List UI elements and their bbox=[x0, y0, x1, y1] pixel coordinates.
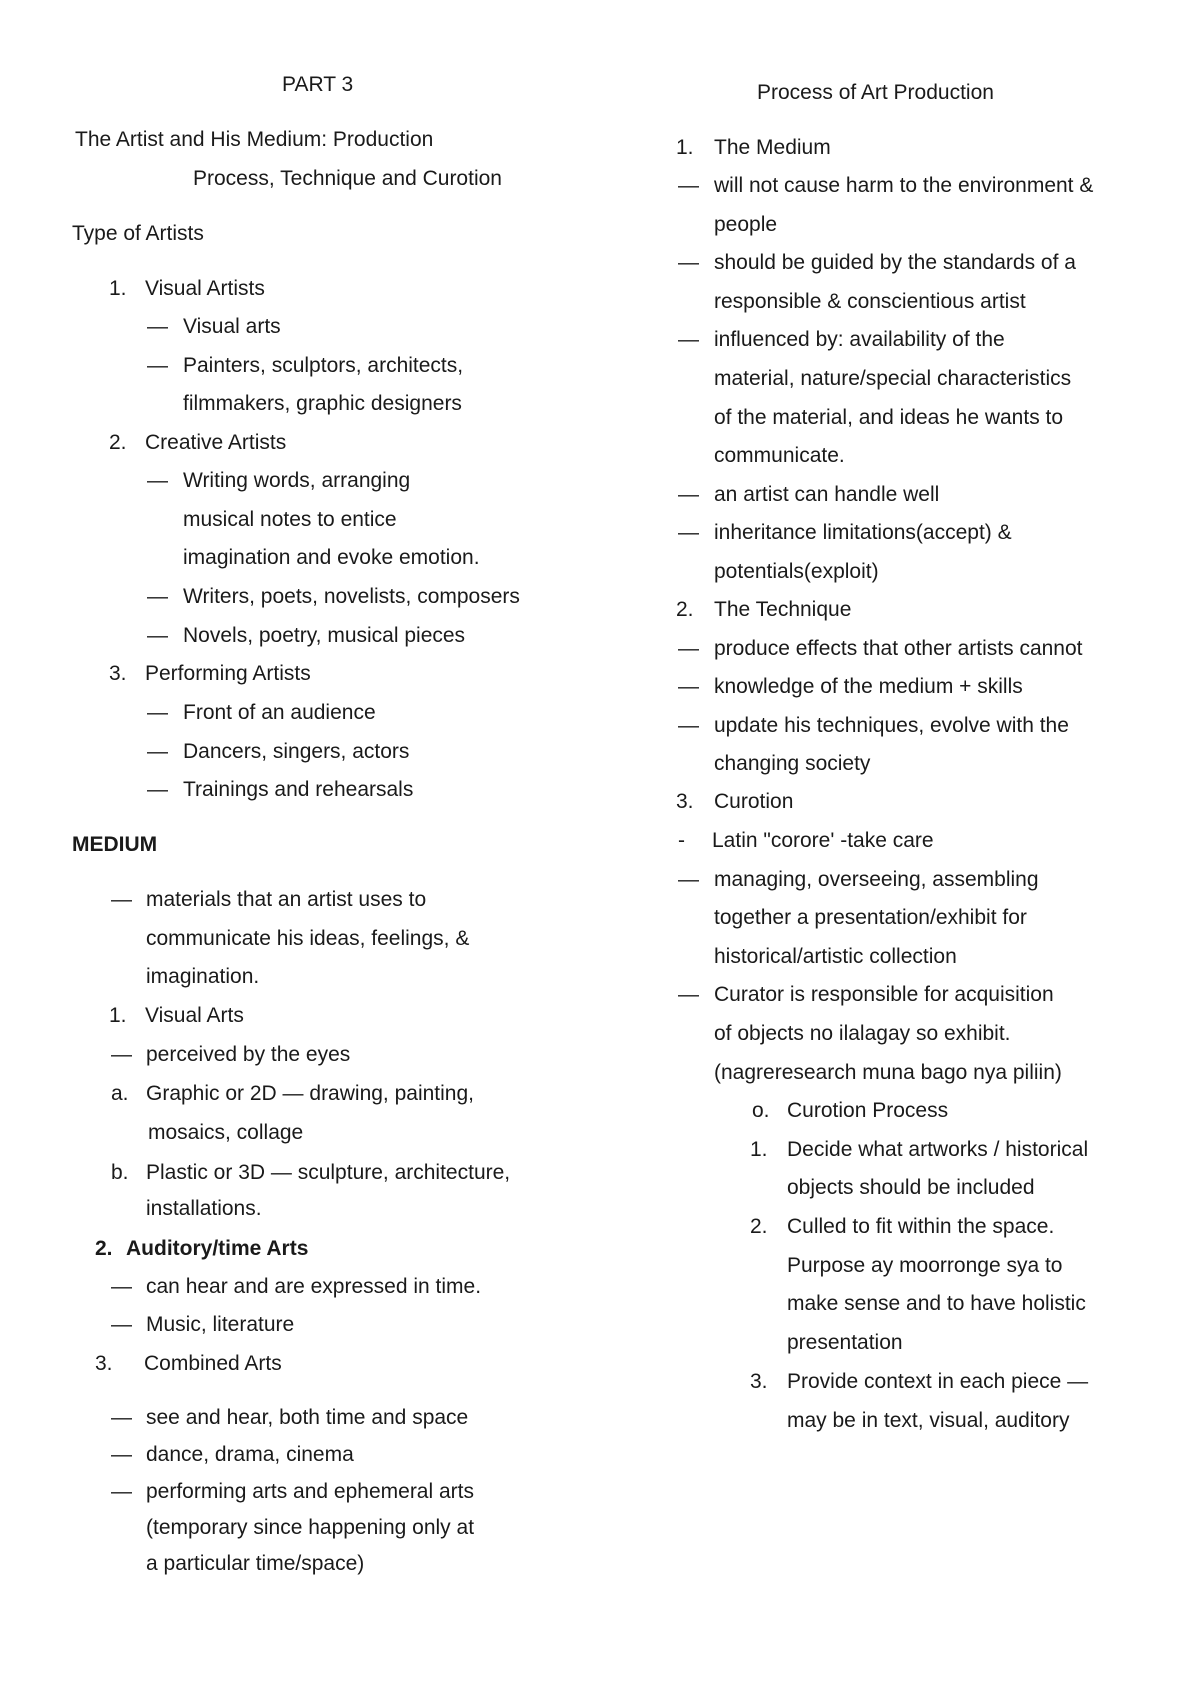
list-number: 1. bbox=[109, 1004, 127, 1027]
list-item: Curator is responsible for acquisition bbox=[714, 983, 1054, 1006]
list-item: installations. bbox=[146, 1197, 262, 1220]
list-item: material, nature/special characteristics bbox=[714, 367, 1072, 390]
bullet-dash: — bbox=[111, 1480, 132, 1503]
creative-artists-label: Creative Artists bbox=[145, 431, 287, 454]
bullet-dash: — bbox=[111, 888, 132, 911]
title-line-1: The Artist and His Medium: Production bbox=[75, 128, 434, 151]
medium-definition: communicate his ideas, feelings, & bbox=[146, 927, 470, 950]
list-item: of the material, and ideas he wants to bbox=[714, 406, 1064, 429]
bullet-dash: — bbox=[147, 315, 168, 338]
list-item: mosaics, collage bbox=[148, 1121, 304, 1144]
bullet-dash: — bbox=[678, 983, 699, 1006]
list-number: 3. bbox=[676, 790, 694, 813]
medium-definition: imagination. bbox=[146, 965, 260, 988]
list-number: 1. bbox=[109, 277, 127, 300]
list-item: of objects no ilalagay so exhibit. bbox=[714, 1022, 1011, 1045]
bullet-dash: — bbox=[111, 1275, 132, 1298]
list-number: 2. bbox=[676, 598, 694, 621]
bullet-dash: — bbox=[111, 1043, 132, 1066]
list-item: presentation bbox=[787, 1331, 903, 1354]
list-item: (nagreresearch muna bago nya piliin) bbox=[714, 1061, 1062, 1084]
bullet-dash: — bbox=[111, 1406, 132, 1429]
list-number: 3. bbox=[750, 1370, 768, 1393]
list-item: can hear and are expressed in time. bbox=[146, 1275, 482, 1298]
list-number: 3. bbox=[109, 662, 127, 685]
medium-heading: MEDIUM bbox=[72, 833, 158, 856]
list-item: objects should be included bbox=[787, 1176, 1035, 1199]
list-item: musical notes to entice bbox=[183, 508, 397, 531]
list-item: see and hear, both time and space bbox=[146, 1406, 469, 1429]
bullet-dash: — bbox=[111, 1313, 132, 1336]
list-item: Graphic or 2D — drawing, painting, bbox=[146, 1082, 474, 1105]
list-item: inheritance limitations(accept) & bbox=[714, 521, 1012, 544]
medium-definition: materials that an artist uses to bbox=[146, 888, 427, 911]
list-number: 1. bbox=[676, 136, 694, 159]
list-item: a particular time/space) bbox=[146, 1552, 365, 1575]
bullet-dash: — bbox=[147, 354, 168, 377]
list-item: imagination and evoke emotion. bbox=[183, 546, 480, 569]
list-item: Music, literature bbox=[146, 1313, 295, 1336]
bullet-dash: — bbox=[678, 251, 699, 274]
bullet-hyphen: - bbox=[678, 829, 685, 852]
list-item: influenced by: availability of the bbox=[714, 328, 1005, 351]
list-item: produce effects that other artists cannot bbox=[714, 637, 1083, 660]
list-item: Decide what artworks / historical bbox=[787, 1138, 1089, 1161]
list-item: responsible & conscientious artist bbox=[714, 290, 1026, 313]
list-number: 2. bbox=[95, 1237, 113, 1260]
list-item: perceived by the eyes bbox=[146, 1043, 351, 1066]
auditory-arts-label: Auditory/time Arts bbox=[126, 1237, 309, 1260]
the-medium-label: The Medium bbox=[714, 136, 831, 159]
bullet-dash: — bbox=[678, 483, 699, 506]
list-number: 3. bbox=[95, 1352, 113, 1375]
sub-list-marker: o. bbox=[752, 1099, 770, 1122]
list-letter: b. bbox=[111, 1161, 129, 1184]
bullet-dash: — bbox=[678, 675, 699, 698]
list-item: filmmakers, graphic designers bbox=[183, 392, 462, 415]
list-number: 2. bbox=[109, 431, 127, 454]
list-item: (temporary since happening only at bbox=[146, 1516, 475, 1539]
list-item: Front of an audience bbox=[183, 701, 376, 724]
combined-arts-label: Combined Arts bbox=[144, 1352, 282, 1375]
list-item: Trainings and rehearsals bbox=[183, 778, 414, 801]
bullet-dash: — bbox=[678, 637, 699, 660]
list-item: Writing words, arranging bbox=[183, 469, 411, 492]
list-item: together a presentation/exhibit for bbox=[714, 906, 1027, 929]
curotion-label: Curotion bbox=[714, 790, 794, 813]
list-item: an artist can handle well bbox=[714, 483, 940, 506]
title-line-2: Process, Technique and Curotion bbox=[193, 167, 502, 190]
list-item: should be guided by the standards of a bbox=[714, 251, 1076, 274]
list-letter: a. bbox=[111, 1082, 129, 1105]
bullet-dash: — bbox=[147, 624, 168, 647]
list-item: Plastic or 3D — sculpture, architecture, bbox=[146, 1161, 511, 1184]
bullet-dash: — bbox=[147, 469, 168, 492]
curotion-process-label: Curotion Process bbox=[787, 1099, 949, 1122]
bullet-dash: — bbox=[678, 521, 699, 544]
list-item: Dancers, singers, actors bbox=[183, 740, 410, 763]
bullet-dash: — bbox=[147, 740, 168, 763]
types-heading: Type of Artists bbox=[72, 222, 204, 245]
list-item: historical/artistic collection bbox=[714, 945, 957, 968]
visual-arts-label: Visual Arts bbox=[145, 1004, 244, 1027]
list-item: changing society bbox=[714, 752, 871, 775]
list-item: Latin "corore' -take care bbox=[712, 829, 934, 852]
list-item: Writers, poets, novelists, composers bbox=[183, 585, 520, 608]
bullet-dash: — bbox=[147, 701, 168, 724]
bullet-dash: — bbox=[678, 174, 699, 197]
list-item: dance, drama, cinema bbox=[146, 1443, 354, 1466]
list-number: 2. bbox=[750, 1215, 768, 1238]
list-item: potentials(exploit) bbox=[714, 560, 879, 583]
list-item: performing arts and ephemeral arts bbox=[146, 1480, 474, 1503]
list-item: knowledge of the medium + skills bbox=[714, 675, 1023, 698]
part-label: PART 3 bbox=[282, 73, 354, 96]
process-heading: Process of Art Production bbox=[757, 81, 994, 104]
list-number: 1. bbox=[750, 1138, 768, 1161]
list-item: Purpose ay moorronge sya to bbox=[787, 1254, 1063, 1277]
list-item: may be in text, visual, auditory bbox=[787, 1409, 1070, 1432]
the-technique-label: The Technique bbox=[714, 598, 852, 621]
list-item: update his techniques, evolve with the bbox=[714, 714, 1069, 737]
list-item: Culled to fit within the space. bbox=[787, 1215, 1055, 1238]
bullet-dash: — bbox=[147, 778, 168, 801]
list-item: managing, overseeing, assembling bbox=[714, 868, 1039, 891]
list-item: Provide context in each piece — bbox=[787, 1370, 1089, 1393]
list-item: people bbox=[714, 213, 778, 236]
bullet-dash: — bbox=[678, 868, 699, 891]
list-item: Novels, poetry, musical pieces bbox=[183, 624, 466, 647]
bullet-dash: — bbox=[678, 328, 699, 351]
list-item: make sense and to have holistic bbox=[787, 1292, 1086, 1315]
bullet-dash: — bbox=[678, 714, 699, 737]
list-item: will not cause harm to the environment & bbox=[714, 174, 1094, 197]
bullet-dash: — bbox=[111, 1443, 132, 1466]
list-item: Visual arts bbox=[183, 315, 281, 338]
list-item: communicate. bbox=[714, 444, 845, 467]
bullet-dash: — bbox=[147, 585, 168, 608]
visual-artists-label: Visual Artists bbox=[145, 277, 265, 300]
performing-artists-label: Performing Artists bbox=[145, 662, 311, 685]
list-item: Painters, sculptors, architects, bbox=[183, 354, 464, 377]
